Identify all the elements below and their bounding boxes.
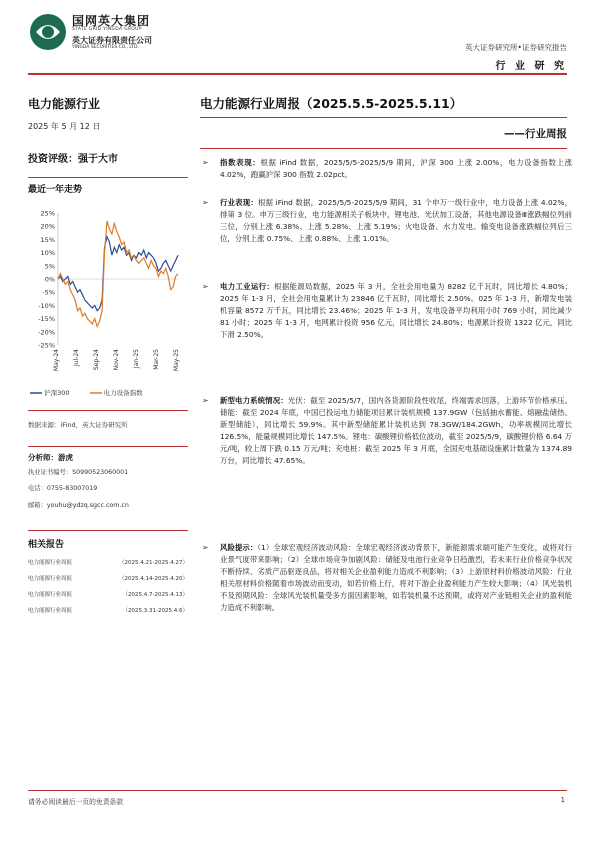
- y-tick-label: -20%: [38, 328, 55, 337]
- header-divider: [28, 73, 567, 75]
- y-tick-label: 10%: [40, 249, 55, 258]
- x-tick-label: Nov-24: [113, 349, 120, 371]
- company-name-en: YINGDA SECURITIES CO., LTD.: [72, 45, 139, 50]
- bullet-arrow-icon: ➢: [202, 282, 209, 291]
- summary-industry-performance: [200, 197, 572, 245]
- bullet-arrow-icon: ➢: [202, 396, 209, 405]
- related-report-item[interactable]: [28, 606, 188, 614]
- analyst-divider: [28, 446, 188, 447]
- para-label: 新型电力系统情况：: [220, 396, 288, 405]
- related-report-item[interactable]: [28, 574, 188, 582]
- logo-icon: [28, 12, 68, 52]
- related-report-title: 电力能源行业周报: [28, 608, 73, 614]
- trend-heading: 最近一年走势: [28, 185, 83, 195]
- related-report-date: （2025.3.31-2025.4.6）: [122, 608, 188, 614]
- para-text: 根据 iFind 数据，2025/5/5-2025/5/9 期间，沪深 300 上涨 2.00%，电力设备指数上涨 4.02%，跑赢沪深 300 指数 2.02pct。: [220, 158, 572, 179]
- related-heading: 相关报告: [28, 540, 65, 550]
- y-tick-label: -25%: [38, 341, 55, 350]
- trend-chart: [28, 205, 188, 395]
- x-tick-label: Jul-24: [73, 349, 80, 367]
- report-title: 电力能源行业周报（2025.5.5-2025.5.11）: [200, 96, 463, 111]
- legend-swatch-power: [90, 390, 102, 396]
- related-report-date: （2025.4.14-2025.4.20）: [119, 576, 188, 582]
- related-report-item[interactable]: [28, 590, 188, 598]
- x-tick-label: Sep-24: [93, 349, 100, 371]
- trend-divider: [28, 177, 188, 178]
- y-tick-label: -10%: [38, 301, 55, 310]
- x-tick-label: May-25: [173, 349, 180, 372]
- report-date: 2025 年 5 月 12 日: [28, 122, 101, 131]
- series-line-power-equipment: [58, 221, 178, 327]
- data-source: 数据来源：iFind，英大证券研究所: [28, 421, 128, 429]
- analyst-phone: 电话：0755-83007019: [28, 485, 98, 492]
- report-category: 行 业 研 究: [495, 61, 567, 72]
- related-report-date: （2025.4.21-2025.4.27）: [119, 560, 188, 566]
- y-tick-label: 0%: [44, 275, 55, 284]
- related-report-date: （2025.4.7-2025.4.13）: [122, 592, 188, 598]
- analyst-email: 邮箱：youhu@ydzq.sgcc.com.cn: [28, 502, 129, 509]
- summary-new-power-system: [200, 395, 572, 467]
- bullet-arrow-icon: ➢: [202, 198, 209, 207]
- disclaimer-link[interactable]: 请务必阅读最后一页的免责条款: [28, 798, 124, 806]
- org-name-en: STATE GRID YINGDA GROUP: [72, 27, 142, 32]
- chart-legend: [30, 388, 143, 397]
- title-divider: [200, 117, 567, 118]
- related-report-title: 电力能源行业周报: [28, 592, 73, 598]
- institute-label: 英大证券研究所•证券研究报告: [465, 43, 567, 52]
- chart-bottom-divider: [28, 410, 188, 411]
- para-text: 光伏：截至 2025/5/7，国内各货源阶段性收尾，终端需求回落，上游环节价格承压。储能：截至 2024 年底，中国已投运电力储能项目累计装机规模 137.9GW（包括抽水蓄能、熔融盐储热、新型储能），同比增长 59.9%。其中新型储能累计装机达到 78.3GW/184.2GWh，功率规模同比增长 126.5%，能量规模同比增长 147.5%。锂电：碳酸锂价格低位波动，截至 2025/5/9，碳酸锂价格 6.64 万元/吨，较上周下跌 0.15 万元/吨；充电桩：截至 2025 年 3 月底，全国充电基础设施累计数量为 1374.89 万台，同比增长 47.65%。: [220, 396, 572, 465]
- legend-label-power: 电力设备指数: [103, 389, 143, 397]
- para-text: 根据能源局数据，2025 年 3 月，全社会用电量为 8282 亿千瓦时，同比增长 4.80%；2025 年 1-3 月，全社会用电量累计为 23846 亿千瓦时，同比增长 2.50%。025 年 1-3 月，新增发电装机容量 8572 万千瓦，同比增长 23.46%；2025 年 1-3 月，发电设备平均利用小时 769 小时，同比减少 81 小时；2025 年 1-3 月，电网累计投资 956 亿元，同比增长 24.80%；电源累计投资 1322 亿元，同比下滑 2.50%。: [220, 282, 572, 339]
- para-text: （1）全球宏观经济波动风险：全球宏观经济波动背景下，新能源需求端可能产生变化，或将对行业景气度带来影响；（2）全球市场竞争加剧风险：储能及电池行业竞争日趋激烈，若未来行业价格竞争状况不断持续、劣质产品驱逐良品，将对相关企业盈利能力造成不利影响；（3）上游原材料价格波动风险：行业相关原材料价格随着市场波动而变动，如若价格上行，将对下游企业盈利能力产生较大影响；（4）风光装机不及预期风险：全球风光装机量受多方面因素影响，如若装机量不达预期，或将对产业链相关企业的盈利能力造成不利影响。: [220, 543, 572, 612]
- analyst-cert: 执业证书编号：S0990523060001: [28, 469, 129, 476]
- bullet-arrow-icon: ➢: [202, 543, 209, 552]
- report-subtitle: ——行业周报: [504, 128, 567, 140]
- legend-label-hs300: 沪深300: [44, 389, 70, 397]
- analyst-name: 分析师：游虎: [28, 453, 73, 462]
- sector-name: 电力能源行业: [28, 97, 101, 111]
- y-tick-label: 15%: [40, 235, 55, 244]
- subtitle-divider: [200, 148, 567, 149]
- bullet-arrow-icon: ➢: [202, 158, 209, 167]
- page-number: 1: [560, 796, 565, 804]
- related-report-title: 电力能源行业周报: [28, 560, 73, 566]
- y-tick-label: 20%: [40, 222, 55, 231]
- y-tick-label: -15%: [38, 315, 55, 324]
- footer-divider: [28, 790, 567, 791]
- para-text: 根据 iFind 数据，2025/5/5-2025/5/9 期间，31 个申万一级行业中，电力设备上涨 4.02%，排第 3 位。申万三级行业，电力能源相关子板块中，锂电池、光伏加工设备，其他电源设备Ⅲ涨跌幅位列前三位，分别上涨 6.38%、上涨 5.28%、上涨 5.19%；火电设备、水力发电、输变电设备涨跌幅位列后三位，分别上涨 0.75%、上涨 0.88%、上涨 1.01%。: [220, 198, 572, 243]
- related-report-title: 电力能源行业周报: [28, 576, 73, 582]
- trend-chart-svg: [28, 205, 188, 385]
- investment-rating: 投资评级：强于大市: [28, 154, 118, 165]
- para-label: 风险提示：: [220, 543, 258, 552]
- org-name-cn: 国网英大集团: [72, 14, 151, 28]
- x-tick-label: May-24: [53, 349, 60, 372]
- y-tick-label: 5%: [44, 262, 55, 271]
- para-label: 电力工业运行：: [220, 282, 275, 291]
- y-tick-label: 25%: [40, 209, 55, 218]
- x-tick-label: Mar-25: [153, 349, 160, 370]
- related-report-item[interactable]: [28, 558, 188, 566]
- para-label: 指数表现：: [220, 158, 261, 167]
- company-name-cn: 英大证券有限责任公司: [72, 36, 152, 45]
- related-divider: [28, 530, 188, 531]
- summary-index-performance: [200, 157, 572, 181]
- legend-swatch-hs300: [30, 390, 42, 396]
- x-tick-label: Jan-25: [133, 349, 140, 369]
- y-tick-label: -5%: [42, 288, 55, 297]
- summary-power-industry: [200, 281, 572, 341]
- summary-risk-warning: [200, 542, 572, 614]
- para-label: 行业表现：: [220, 198, 258, 207]
